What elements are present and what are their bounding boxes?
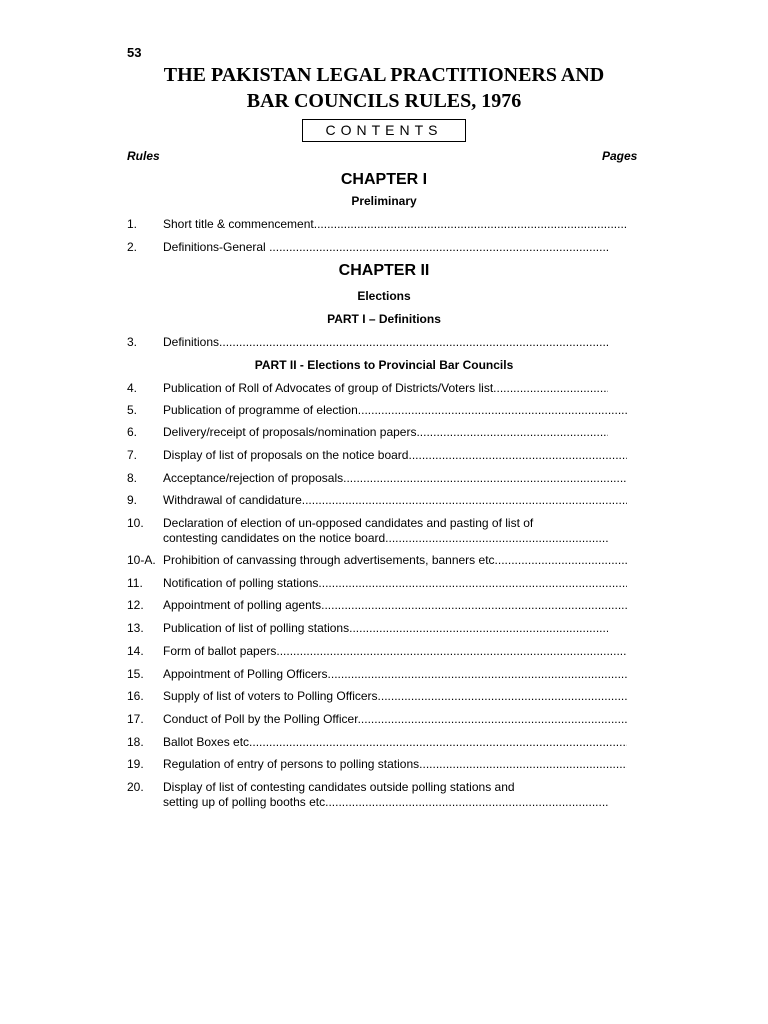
entry-number: 7. bbox=[127, 448, 138, 462]
rules-column-header: Rules bbox=[127, 149, 160, 163]
toc-entry bbox=[127, 667, 627, 682]
entry-number: 9. bbox=[127, 493, 138, 507]
entry-title: Publication of list of polling stations ..... bbox=[163, 621, 608, 636]
entry-number: 20. bbox=[127, 780, 144, 794]
entry-title: Form of ballot papers ..... bbox=[163, 644, 627, 659]
entry-number: 8. bbox=[127, 471, 138, 485]
entry-title: Acceptance/rejection of proposals ..... bbox=[163, 471, 627, 486]
entry-title: Short title & commencement ..... bbox=[163, 217, 627, 232]
chapter-1-subtitle: Preliminary bbox=[351, 194, 417, 208]
part-2-heading: PART II - Elections to Provincial Bar Councils bbox=[254, 358, 514, 372]
entry-number: 2. bbox=[127, 240, 138, 254]
entry-title-line-1: Display of list of contesting candidates outside polling stations and bbox=[163, 780, 515, 794]
entry-title: Prohibition of canvassing through advertisements, banners etc ..... bbox=[163, 553, 627, 568]
entry-title: Withdrawal of candidature ..... bbox=[163, 493, 627, 508]
contents-box: CONTENTS bbox=[302, 119, 466, 142]
entry-number: 11. bbox=[127, 576, 143, 590]
toc-entry bbox=[127, 712, 627, 727]
entry-title: Notification of polling stations ..... bbox=[163, 576, 627, 591]
entry-title: Definitions ..... bbox=[163, 335, 608, 350]
entry-number: 6. bbox=[127, 425, 138, 439]
title-line-1: THE PAKISTAN LEGAL PRACTITIONERS AND bbox=[163, 64, 605, 86]
toc-entry bbox=[127, 493, 627, 508]
entry-title: Definitions-General ..... bbox=[163, 240, 608, 255]
entry-number: 4. bbox=[127, 381, 138, 395]
entry-title-line-2: setting up of polling booths etc ..... bbox=[163, 795, 608, 810]
page-number: 53 bbox=[127, 45, 142, 60]
entry-title: Publication of programme of election ..... bbox=[163, 403, 627, 418]
toc-entry bbox=[127, 576, 627, 591]
title-line-2: BAR COUNCILS RULES, 1976 bbox=[246, 90, 522, 112]
entry-number: 17. bbox=[127, 712, 144, 726]
toc-entry bbox=[127, 553, 627, 568]
toc-entry bbox=[127, 689, 627, 704]
entry-title: Conduct of Poll by the Polling Officer ..... bbox=[163, 712, 627, 727]
toc-entry bbox=[127, 335, 627, 350]
entry-number: 10-A. bbox=[127, 553, 156, 567]
entry-title-line-2: contesting candidates on the notice board ..... bbox=[163, 531, 608, 546]
entry-title-line-1: Declaration of election of un-opposed candidates and pasting of list of bbox=[163, 516, 534, 530]
entry-title: Appointment of Polling Officers ..... bbox=[163, 667, 627, 682]
toc-entry bbox=[127, 735, 627, 750]
toc-entry bbox=[127, 240, 627, 255]
entry-number: 10. bbox=[127, 516, 144, 530]
toc-entry bbox=[127, 516, 627, 546]
toc-entry bbox=[127, 644, 627, 659]
entry-title: Supply of list of voters to Polling Officers ..... bbox=[163, 689, 627, 704]
chapter-2-title: CHAPTER II bbox=[338, 262, 430, 279]
entry-title: Regulation of entry of persons to polling stations ..... bbox=[163, 757, 627, 772]
entry-title: Ballot Boxes etc ..... bbox=[163, 735, 627, 750]
entry-title: Appointment of polling agents ..... bbox=[163, 598, 627, 613]
entry-number: 5. bbox=[127, 403, 138, 417]
toc-entry bbox=[127, 598, 627, 613]
entry-number: 19. bbox=[127, 757, 144, 771]
part-1-heading: PART I – Definitions bbox=[327, 312, 441, 326]
pages-column-header: Pages bbox=[602, 149, 638, 163]
toc-entry bbox=[127, 448, 627, 463]
entry-number: 12. bbox=[127, 598, 144, 612]
toc-entry bbox=[127, 621, 627, 636]
chapter-2-subtitle: Elections bbox=[357, 289, 411, 303]
entry-title: Delivery/receipt of proposals/nomination papers ..... bbox=[163, 425, 608, 440]
entry-title: Display of list of proposals on the notice board ..... bbox=[163, 448, 627, 463]
entry-number: 15. bbox=[127, 667, 144, 681]
toc-entry bbox=[127, 403, 627, 418]
toc-entry bbox=[127, 780, 627, 810]
toc-entry bbox=[127, 217, 627, 232]
toc-entry bbox=[127, 471, 627, 486]
toc-entry bbox=[127, 757, 627, 772]
entry-number: 13. bbox=[127, 621, 144, 635]
entry-number: 14. bbox=[127, 644, 144, 658]
toc-entry bbox=[127, 425, 627, 440]
entry-number: 3. bbox=[127, 335, 138, 349]
chapter-1-title: CHAPTER I bbox=[340, 171, 428, 188]
entry-title: Publication of Roll of Advocates of group of Districts/Voters list ..... bbox=[163, 381, 608, 396]
entry-number: 18. bbox=[127, 735, 144, 749]
entry-number: 1. bbox=[127, 217, 138, 231]
document-title bbox=[0, 62, 768, 114]
entry-number: 16. bbox=[127, 689, 144, 703]
toc-entry bbox=[127, 381, 627, 396]
